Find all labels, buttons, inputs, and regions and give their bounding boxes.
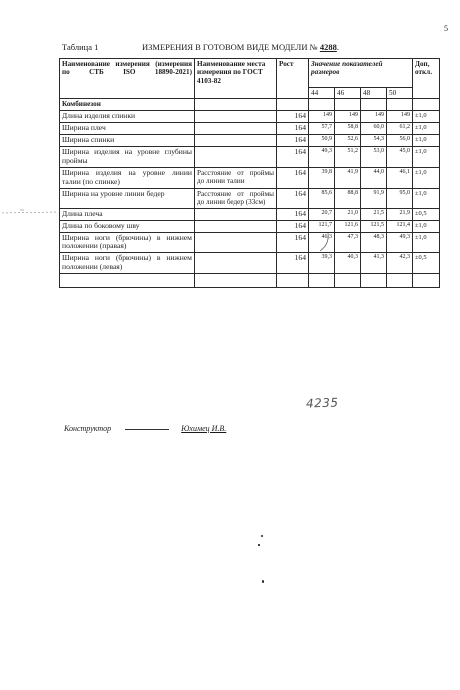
- header-tolerance: Доп, откл.: [413, 59, 440, 99]
- table-row: [60, 167, 440, 188]
- size-value-cell: 39,8: [309, 167, 335, 188]
- height-cell: 164: [277, 232, 309, 253]
- height-cell: 164: [277, 146, 309, 167]
- size-value-cell: 41,3: [361, 253, 387, 274]
- header-measurement-name: Наименование измерения (измерения по СТБ ISO 18890-2021): [60, 59, 195, 99]
- measurement-place-cell: [195, 208, 277, 220]
- table-caption-title: [142, 42, 339, 52]
- pen-stroke-mark: [318, 232, 332, 252]
- size-header: 48: [361, 88, 387, 99]
- tolerance-cell: ±1,0: [413, 122, 440, 134]
- size-value-cell: 61,2: [387, 122, 413, 134]
- model-number: 4288: [319, 42, 337, 52]
- size-value-cell: 60,0: [361, 122, 387, 134]
- size-value-cell: 51,2: [335, 146, 361, 167]
- table-caption-label: Таблица 1: [62, 42, 99, 52]
- empty-cell: [60, 274, 195, 288]
- height-cell: 164: [277, 220, 309, 232]
- size-value-cell: 88,8: [335, 188, 361, 208]
- signature-line: [64, 424, 226, 433]
- size-value-cell: 49,3: [387, 232, 413, 253]
- size-value-cell: 40,3: [335, 253, 361, 274]
- measurement-name-cell: Длина плеча: [60, 208, 195, 220]
- size-value-cell: 121,7: [309, 220, 335, 232]
- size-value-cell: 21,5: [361, 208, 387, 220]
- empty-cell: [309, 99, 335, 110]
- table-body: [60, 99, 440, 274]
- size-value-cell: 57,7: [309, 122, 335, 134]
- size-value-cell: 46,3: [309, 232, 335, 253]
- caption-title-suffix: .: [336, 42, 339, 52]
- measurement-place-cell: [195, 134, 277, 146]
- size-value-cell: 45,0: [387, 146, 413, 167]
- caption-title-text: ИЗМЕРЕНИЯ В ГОТОВОМ ВИДЕ МОДЕЛИ №: [142, 42, 318, 52]
- table-row: [60, 220, 440, 232]
- tolerance-cell: ±1,0: [413, 188, 440, 208]
- measurement-place-cell: [195, 220, 277, 232]
- size-value-cell: 42,3: [387, 253, 413, 274]
- scan-speck: [258, 544, 260, 546]
- measurements-table: [59, 58, 440, 288]
- signature-name: Юхимец И.В.: [181, 424, 227, 433]
- size-header: 44: [309, 88, 335, 99]
- size-value-cell: 48,3: [361, 232, 387, 253]
- height-cell: 164: [277, 122, 309, 134]
- size-value-cell: 52,6: [335, 134, 361, 146]
- tolerance-cell: ±1,0: [413, 232, 440, 253]
- measurement-name-cell: Длина по боковому шву: [60, 220, 195, 232]
- empty-cell: [195, 99, 277, 110]
- size-value-cell: 149: [335, 110, 361, 122]
- empty-cell: [277, 274, 309, 288]
- measurement-place-cell: Расстояние от проймы до линии бедер (33см): [195, 188, 277, 208]
- measurement-name-cell: Ширина спинки: [60, 134, 195, 146]
- size-value-cell: 149: [309, 110, 335, 122]
- tolerance-cell: ±1,0: [413, 110, 440, 122]
- table-row: [60, 110, 440, 122]
- measurement-name-cell: Ширина ноги (брючины) в нижнем положении (правая): [60, 232, 195, 253]
- measurement-place-cell: [195, 122, 277, 134]
- empty-cell: [361, 274, 387, 288]
- header-row: [60, 59, 440, 88]
- empty-cell: [309, 274, 335, 288]
- empty-cell: [413, 99, 440, 110]
- size-value-cell: 58,8: [335, 122, 361, 134]
- size-value-cell: 20,7: [309, 208, 335, 220]
- size-value-cell: 21,9: [387, 208, 413, 220]
- height-cell: 164: [277, 208, 309, 220]
- size-value-cell: 121,6: [335, 220, 361, 232]
- scan-speck: [261, 535, 263, 537]
- empty-cell: [387, 274, 413, 288]
- empty-cell: [361, 99, 387, 110]
- height-cell: 164: [277, 188, 309, 208]
- size-value-cell: 54,3: [361, 134, 387, 146]
- size-value-cell: 44,0: [361, 167, 387, 188]
- tolerance-cell: ±1,0: [413, 167, 440, 188]
- measurement-place-cell: [195, 253, 277, 274]
- scan-speck: [262, 580, 264, 583]
- header-height: Рост: [277, 59, 309, 99]
- empty-cell: [277, 99, 309, 110]
- empty-cell: [335, 99, 361, 110]
- size-header: 46: [335, 88, 361, 99]
- signature-blank: [125, 429, 169, 430]
- size-value-cell: 49,3: [309, 146, 335, 167]
- signature-role: Конструктор: [64, 424, 112, 433]
- size-value-cell: 95,0: [387, 188, 413, 208]
- size-value-cell: 53,0: [361, 146, 387, 167]
- page-number: 5: [444, 24, 448, 33]
- header-measurement-place: Наименование места измерения по ГОСТ 4103-82: [195, 59, 277, 99]
- measurement-place-cell: [195, 232, 277, 253]
- measurement-name-cell: Ширина изделия на уровне линии талии (по спинке): [60, 167, 195, 188]
- measurement-name-cell: Ширина ноги (брючины) в нижнем положении (левая): [60, 253, 195, 274]
- table-row: [60, 188, 440, 208]
- size-value-cell: 121,5: [361, 220, 387, 232]
- size-value-cell: 149: [361, 110, 387, 122]
- measurement-name-cell: Ширина на уровне линии бедер: [60, 188, 195, 208]
- table-row: [60, 122, 440, 134]
- size-value-cell: 121,4: [387, 220, 413, 232]
- table-row: [60, 134, 440, 146]
- height-cell: 164: [277, 253, 309, 274]
- table-row: [60, 253, 440, 274]
- measurement-name-cell: Ширина изделия на уровне глубины проймы: [60, 146, 195, 167]
- height-cell: 164: [277, 110, 309, 122]
- size-header: 50: [387, 88, 413, 99]
- measurement-place-cell: [195, 146, 277, 167]
- size-value-cell: 41,9: [335, 167, 361, 188]
- table-row: [60, 146, 440, 167]
- empty-cell: [195, 274, 277, 288]
- empty-row: [60, 274, 440, 288]
- tolerance-cell: ±0,5: [413, 208, 440, 220]
- size-value-cell: 39,3: [309, 253, 335, 274]
- tolerance-cell: ±0,5: [413, 253, 440, 274]
- measurement-name-cell: Длина изделия спинки: [60, 110, 195, 122]
- table-row: [60, 208, 440, 220]
- empty-cell: [335, 274, 361, 288]
- size-value-cell: 50,9: [309, 134, 335, 146]
- height-cell: 164: [277, 134, 309, 146]
- tolerance-cell: ±1,0: [413, 220, 440, 232]
- measurement-place-cell: [195, 110, 277, 122]
- table-row: [60, 232, 440, 253]
- size-value-cell: 47,3: [335, 232, 361, 253]
- size-value-cell: 85,6: [309, 188, 335, 208]
- measurement-name-cell: Ширина плеч: [60, 122, 195, 134]
- empty-cell: [413, 274, 440, 288]
- size-value-cell: 56,0: [387, 134, 413, 146]
- handwritten-note: 4235: [305, 395, 339, 411]
- size-value-cell: 21,0: [335, 208, 361, 220]
- measurement-place-cell: Расстояние от проймы до линии талии: [195, 167, 277, 188]
- tolerance-cell: ±1,0: [413, 134, 440, 146]
- section-title: Комбинезон: [60, 99, 195, 110]
- empty-cell: [387, 99, 413, 110]
- section-row: [60, 99, 440, 110]
- size-value-cell: 46,1: [387, 167, 413, 188]
- size-value-cell: 149: [387, 110, 413, 122]
- tolerance-cell: ±1,0: [413, 146, 440, 167]
- header-size-values: Значение показателей размеров: [309, 59, 413, 88]
- height-cell: 164: [277, 167, 309, 188]
- size-value-cell: 91,9: [361, 188, 387, 208]
- scan-artifact: [0, 205, 60, 219]
